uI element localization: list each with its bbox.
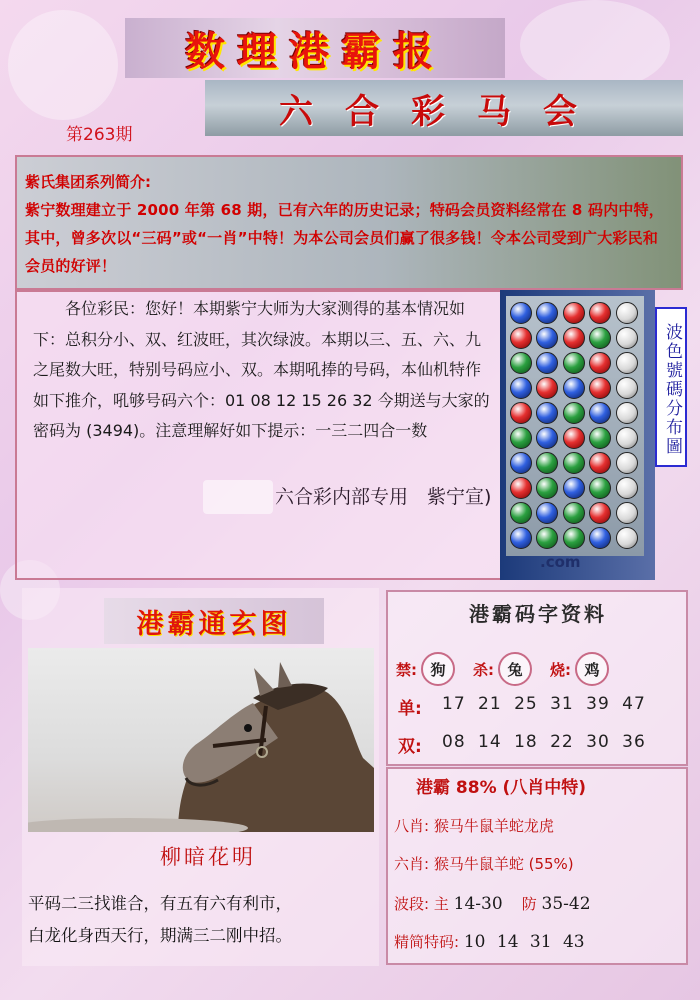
eight-zodiac-label: 八肖: <box>394 817 430 835</box>
intro-body: 紫宁数理建立于 2000 年第 68 期，已有六年的历史记录；特码会员资料经常在 8 码内中特，其中，曾多次以“三码”或“一肖”中特！为本公司会员们赢了很多钱！令本公司受到广大彩民和会员的好评！ <box>25 201 664 275</box>
poem-line: 平码二三找谁合，有五有六有利市， <box>28 894 292 913</box>
tongxuan-title: 港霸通玄图 <box>104 598 324 644</box>
lottery-ball <box>616 402 638 424</box>
message-section <box>15 290 500 580</box>
horse-image <box>28 648 374 832</box>
lottery-ball <box>616 452 638 474</box>
six-zodiac-row <box>394 853 574 874</box>
color-distribution-label: 波色號碼分布圖 <box>655 307 687 467</box>
code-data-panel <box>386 590 688 766</box>
lottery-ball <box>510 477 532 499</box>
zodiac-value: 狗 <box>421 652 455 686</box>
lottery-ball <box>589 502 611 524</box>
horse-caption: 柳暗花明 <box>160 845 256 869</box>
lottery-ball <box>536 502 558 524</box>
single-numbers: 17 21 25 31 39 47 <box>442 694 646 714</box>
lottery-ball <box>616 427 638 449</box>
lottery-ball <box>536 452 558 474</box>
special-code-row <box>394 931 585 952</box>
band-guard: 35-42 <box>541 894 591 914</box>
lottery-ball <box>563 302 585 324</box>
six-zodiac-label: 六肖: <box>394 855 430 873</box>
lottery-ball <box>589 327 611 349</box>
lottery-ball <box>616 477 638 499</box>
lottery-ball <box>536 402 558 424</box>
lottery-ball <box>589 452 611 474</box>
zodiac-label: 禁: <box>396 660 417 679</box>
eight-zodiac-title: 港霸 88% (八肖中特) <box>416 778 587 798</box>
code-data-title: 港霸码字资料 <box>469 602 607 626</box>
band-main: 14-30 <box>453 894 503 914</box>
lottery-ball <box>589 302 611 324</box>
eight-zodiac-value: 猴马牛鼠羊蛇龙虎 <box>433 817 554 835</box>
lottery-ball <box>536 352 558 374</box>
special-code-label: 精简特码: <box>394 933 460 951</box>
lottery-ball <box>510 352 532 374</box>
lottery-site-text: .com <box>540 553 581 571</box>
lottery-ball <box>563 352 585 374</box>
lottery-ball <box>563 502 585 524</box>
ball-grid <box>506 296 644 556</box>
lottery-ball <box>510 502 532 524</box>
lottery-ball <box>589 377 611 399</box>
zodiac-label: 杀: <box>473 660 494 679</box>
special-code-numbers: 10 14 31 43 <box>463 932 585 952</box>
lottery-ball <box>536 327 558 349</box>
lottery-ball <box>616 502 638 524</box>
lottery-ball <box>536 302 558 324</box>
eight-zodiac-panel <box>386 767 688 965</box>
intro-heading: 紫氏集团系列简介: <box>25 173 151 191</box>
lottery-ball <box>589 352 611 374</box>
lottery-ball <box>510 327 532 349</box>
intro-section <box>15 155 683 290</box>
page-title: 数理港霸报 <box>185 27 445 75</box>
lottery-ball <box>563 377 585 399</box>
title-banner <box>125 18 505 78</box>
lottery-ball <box>589 477 611 499</box>
lottery-ball <box>616 377 638 399</box>
lottery-ball <box>563 477 585 499</box>
lottery-ball <box>536 527 558 549</box>
lottery-ball <box>563 327 585 349</box>
horse-icon <box>28 648 374 832</box>
lottery-ball <box>510 302 532 324</box>
message-signature: 六合彩内部专用 紫宁宣) <box>275 486 492 508</box>
zodiac-value: 鸡 <box>575 652 609 686</box>
lottery-ball <box>616 527 638 549</box>
lottery-ball <box>589 527 611 549</box>
lottery-ball <box>563 452 585 474</box>
band-label: 波段: <box>394 895 430 913</box>
band-row <box>394 893 591 914</box>
tongxuan-panel <box>22 588 379 966</box>
lottery-ball <box>510 377 532 399</box>
lottery-ball <box>536 377 558 399</box>
lottery-ball-image <box>500 290 655 580</box>
lottery-ball <box>616 352 638 374</box>
zodiac-label: 烧: <box>550 660 571 679</box>
six-zodiac-value: 猴马牛鼠羊蛇 (55%) <box>433 855 574 873</box>
double-label: 双: <box>398 737 422 757</box>
single-numbers-row <box>398 694 646 719</box>
lottery-ball <box>563 427 585 449</box>
message-body: 各位彩民：您好！本期紫宁大师为大家测得的基本情况如下：总积分小、双、红波旺，其次绿波。本期以三、五、六、九之尾数大旺，特别号码应小、双。本期吼捧的号码，本仙机特作如下推介，吼够号码六个：01 08 12 15 26 32 今期送与大家的密码为 (3494)。注意理解好如下提示：一三二四合一数 <box>33 299 490 440</box>
lottery-ball <box>536 477 558 499</box>
lottery-ball <box>510 427 532 449</box>
single-label: 单: <box>398 699 422 719</box>
lottery-ball <box>510 452 532 474</box>
page-subtitle: 六合彩马会 <box>279 91 609 132</box>
background-bubble <box>8 10 118 120</box>
band-main-label: 主 <box>433 895 449 913</box>
lottery-ball <box>616 302 638 324</box>
lottery-ball <box>510 527 532 549</box>
background-bubble <box>520 0 670 90</box>
poem-line: 白龙化身西天行，期满三二刚中招。 <box>28 926 292 945</box>
poem <box>28 888 378 952</box>
subtitle-banner <box>205 80 683 136</box>
lottery-ball <box>589 427 611 449</box>
lottery-ball <box>510 402 532 424</box>
double-numbers: 08 14 18 22 30 36 <box>442 732 646 752</box>
zodiac-row <box>396 652 686 686</box>
double-numbers-row <box>398 732 646 757</box>
zodiac-value: 兔 <box>498 652 532 686</box>
band-guard-label: 防 <box>521 895 537 913</box>
lottery-ball <box>589 402 611 424</box>
lottery-ball <box>536 427 558 449</box>
lottery-ball <box>616 327 638 349</box>
lottery-ball <box>563 402 585 424</box>
eight-zodiac-row <box>394 815 554 836</box>
issue-number: 第263期 <box>66 125 133 145</box>
blurred-region <box>203 480 273 514</box>
lottery-ball <box>563 527 585 549</box>
